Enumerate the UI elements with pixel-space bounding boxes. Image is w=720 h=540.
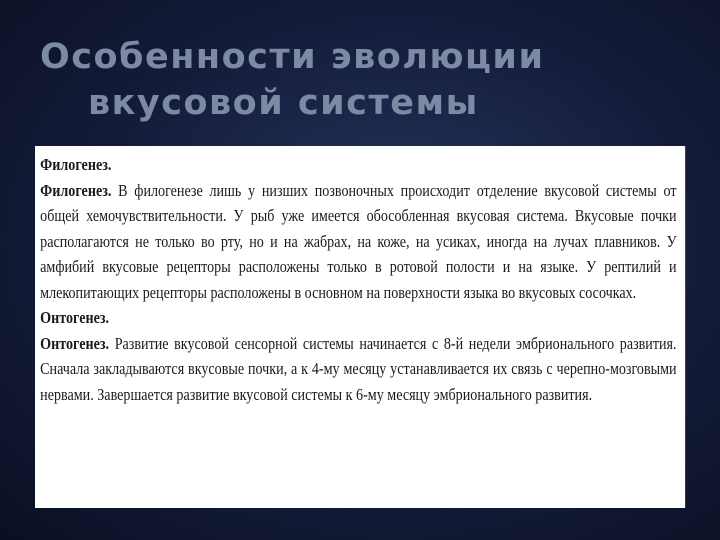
slide-title-line-2: вкусовой системы [88, 83, 479, 123]
ontogenesis-paragraph [40, 331, 676, 408]
phylogenesis-lead: Филогенез. [40, 180, 112, 200]
ontogenesis-heading: Онтогенез. [40, 308, 110, 327]
slide-title-line-1: Особенности эволюции [40, 37, 545, 77]
phylogenesis-text: В филогенезе лишь у низших позвоночных происходит отделение вкусовой системы от общей хемочувствительности. У рыб уже имеется обособленная вкусовая система. Вкусовые почки располагаются не только во рту, но и на жабрах, на коже, на усиках, иногда на лучах плавников. У амфибий вкусовые рецепторы расположены только в ротовой полости и на языке. У рептилий и млекопитающих рецепторы расположены в основном на поверхности языка во вкусовых сосочках. [40, 180, 677, 302]
text-image-block [35, 146, 685, 508]
phylogenesis-heading: Филогенез. [40, 155, 112, 174]
slide-title [40, 34, 680, 126]
ontogenesis-text: Развитие вкусовой сенсорной системы начинается с 8-й недели эмбрионального развития. Сначала закладываются вкусовые почки, а к 4-му месяцу устанавливается их связь с черепно-мозговыми нервами. Завершается развитие вкусовой системы к 6-му месяцу эмбрионального развития. [40, 333, 677, 404]
phylogenesis-paragraph [40, 178, 676, 306]
ontogenesis-lead: Онтогенез. [40, 333, 110, 353]
